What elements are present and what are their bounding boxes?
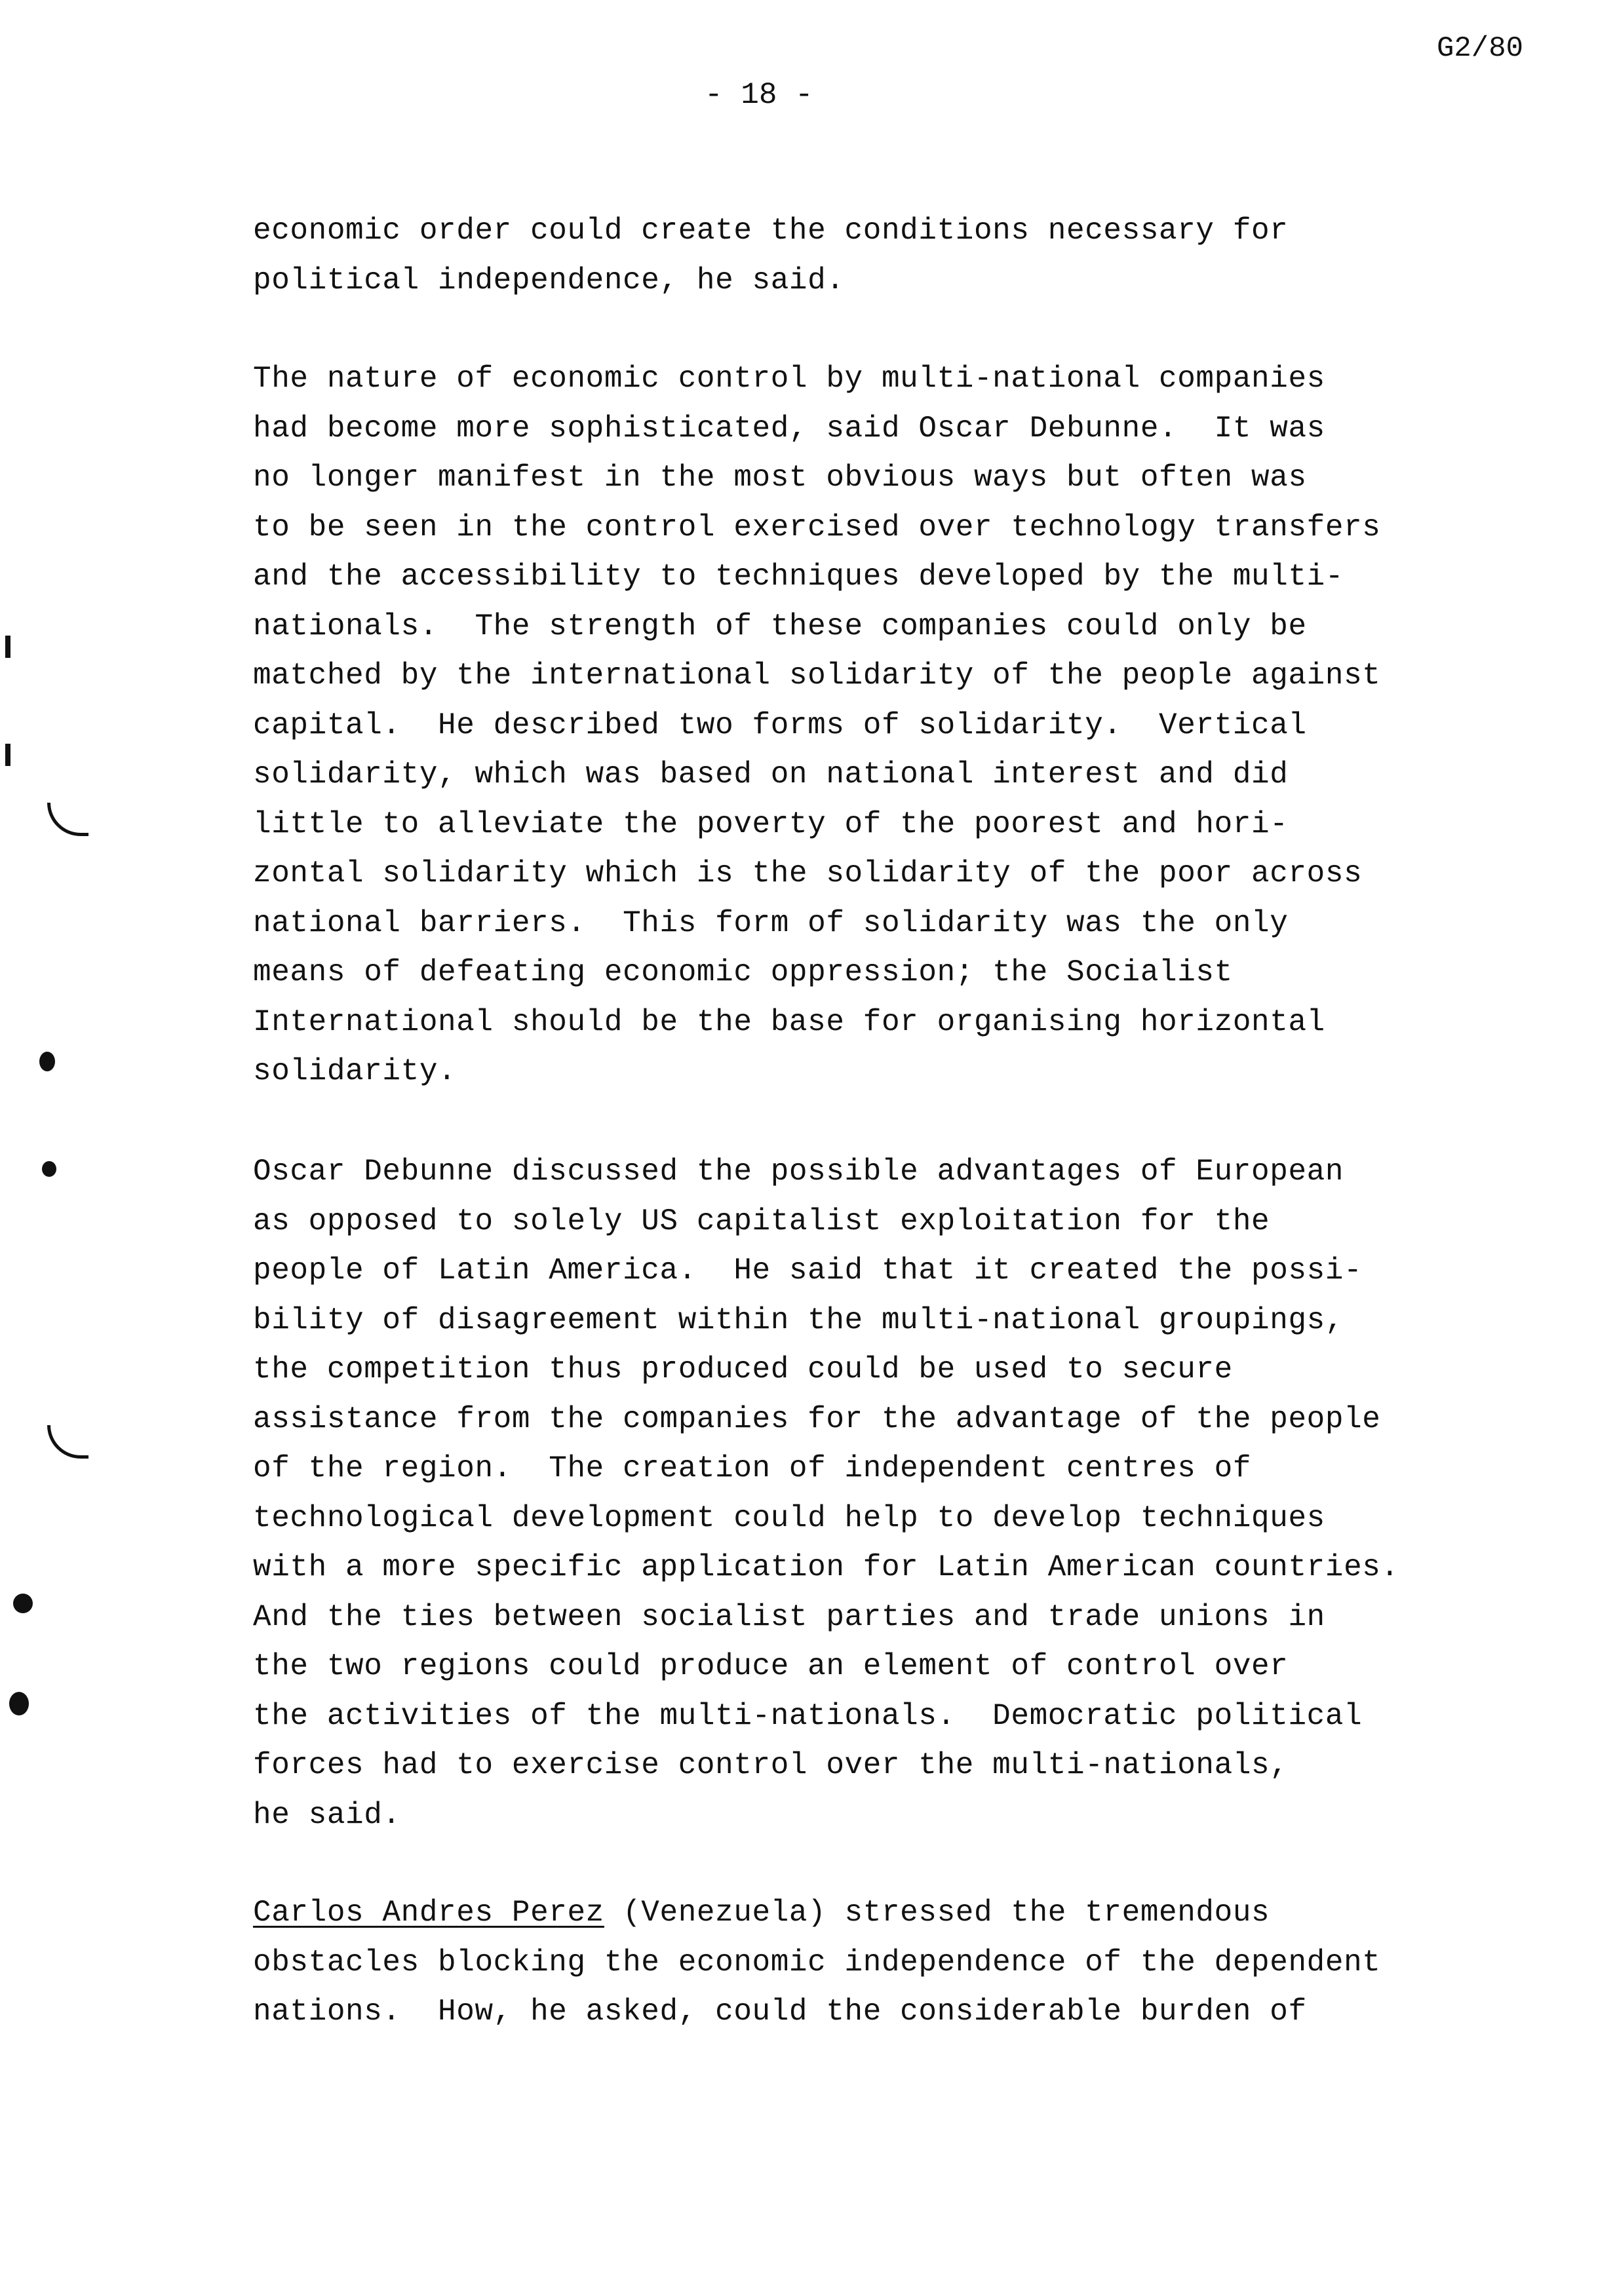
- text-line: national barriers. This form of solidarity was the only: [253, 906, 1289, 940]
- margin-mark: [47, 1425, 88, 1459]
- text-line: nations. How, he asked, could the considerable burden of: [253, 1995, 1307, 2029]
- document-code: G2/80: [1437, 32, 1524, 65]
- text-line: capital. He described two forms of solidarity. Vertical: [253, 708, 1307, 742]
- text-line: Oscar Debunne discussed the possible advantages of European: [253, 1155, 1344, 1189]
- paragraph: [253, 354, 1538, 1097]
- text-line: to be seen in the control exercised over technology transfers: [253, 510, 1381, 545]
- speaker-name: Carlos Andres Perez: [253, 1896, 604, 1930]
- margin-mark: [39, 1052, 55, 1071]
- text-line: solidarity.: [253, 1054, 457, 1088]
- text-line: as opposed to solely US capitalist exploitation for the: [253, 1204, 1270, 1238]
- text-line: of the region. The creation of independent centres of: [253, 1451, 1252, 1485]
- margin-mark: [5, 744, 10, 766]
- text-line: means of defeating economic oppression; the Socialist: [253, 955, 1233, 989]
- margin-mark: [9, 1692, 29, 1715]
- text-line: he said.: [253, 1797, 401, 1832]
- text-line: nationals. The strength of these companies could only be: [253, 609, 1307, 643]
- text-line: and the accessibility to techniques developed by the multi-: [253, 560, 1344, 594]
- text-line: little to alleviate the poverty of the poorest and hori-: [253, 807, 1289, 841]
- text-line: International should be the base for organising horizontal: [253, 1004, 1325, 1039]
- margin-mark: [13, 1594, 33, 1613]
- margin-mark: [5, 636, 10, 658]
- text-line: political independence, he said.: [253, 263, 845, 297]
- text-fragment: (Venezuela) stressed the tremendous: [604, 1896, 1270, 1930]
- paragraph: [253, 1147, 1538, 1840]
- text-line: [253, 1888, 1538, 1938]
- text-line: And the ties between socialist parties and trade unions in: [253, 1599, 1325, 1634]
- text-line: solidarity, which was based on national interest and did: [253, 757, 1289, 792]
- text-line: the activities of the multi-nationals. Democratic political: [253, 1698, 1363, 1733]
- paragraph: [253, 1888, 1538, 2037]
- text-line: with a more specific application for Latin American countries.: [253, 1550, 1399, 1584]
- text-line: The nature of economic control by multi-national companies: [253, 362, 1325, 396]
- text-line: bility of disagreement within the multi-national groupings,: [253, 1303, 1344, 1337]
- text-line: people of Latin America. He said that it created the possi-: [253, 1253, 1363, 1288]
- text-line: no longer manifest in the most obvious ways but often was: [253, 461, 1307, 495]
- text-line: the competition thus produced could be used to secure: [253, 1352, 1233, 1387]
- text-line: forces had to exercise control over the multi-nationals,: [253, 1748, 1289, 1782]
- margin-mark: [47, 803, 88, 836]
- text-line: zontal solidarity which is the solidarity of the poor across: [253, 856, 1363, 890]
- margin-mark: [42, 1161, 56, 1177]
- paragraph: [253, 206, 1538, 305]
- text-line: matched by the international solidarity of the people against: [253, 659, 1381, 693]
- text-line: assistance from the companies for the advantage of the people: [253, 1402, 1381, 1436]
- text-line: obstacles blocking the economic independence of the dependent: [253, 1945, 1381, 1980]
- text-line: the two regions could produce an element of control over: [253, 1649, 1289, 1683]
- text-line: technological development could help to develop techniques: [253, 1501, 1325, 1535]
- text-line: had become more sophisticated, said Oscar Debunne. It was: [253, 411, 1325, 446]
- text-line: economic order could create the conditions necessary for: [253, 214, 1289, 248]
- page-number: - 18 -: [705, 78, 813, 112]
